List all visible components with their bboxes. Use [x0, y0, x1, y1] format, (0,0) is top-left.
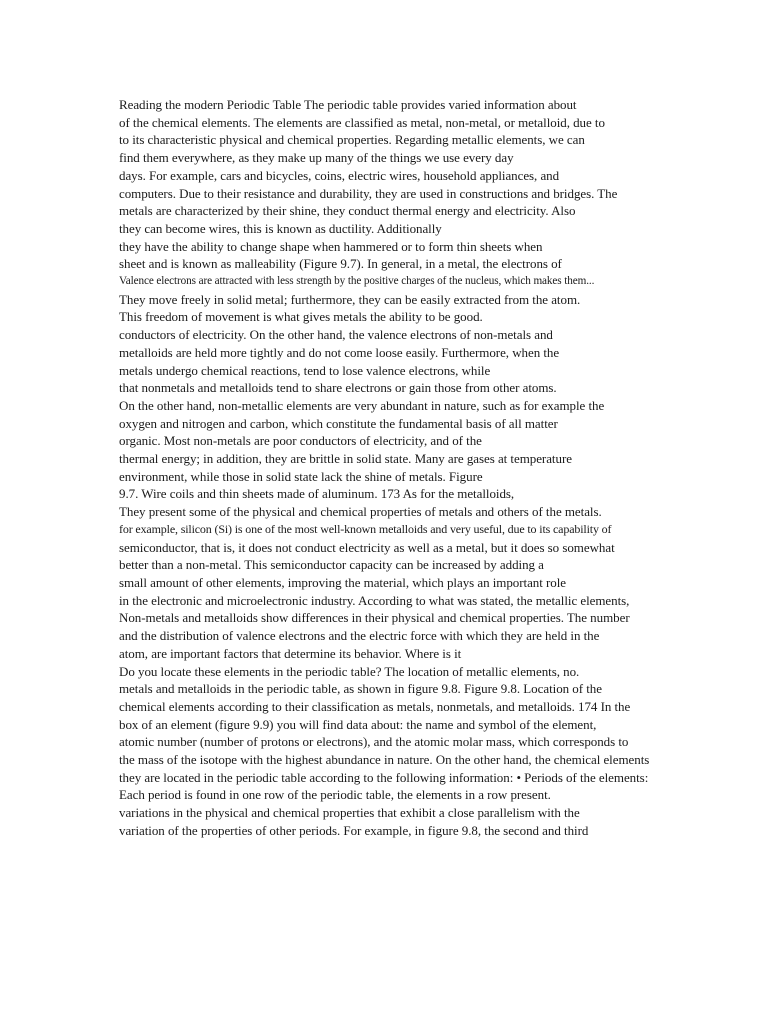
text-line: Reading the modern Periodic Table The periodic table provides varied information about	[119, 97, 577, 112]
text-line: small amount of other elements, improving the material, which plays an important role	[119, 574, 567, 590]
body-text	[119, 96, 684, 840]
text-line: This freedom of movement is what gives metals the ability to be good.	[119, 309, 483, 325]
text-line: conductors of electricity. On the other hand, the valence electrons of non-metals and	[119, 327, 553, 343]
text-line: They move freely in solid metal; furthermore, they can be easily extracted from the atom.	[119, 291, 581, 307]
text-line: and the distribution of valence electrons and the electric force with which they are held in the	[119, 628, 600, 644]
text-line: metals are characterized by their shine, they conduct thermal energy and electricity. Also	[119, 203, 576, 219]
text-line: they have the ability to change shape when hammered or to form thin sheets when	[119, 238, 543, 254]
text-line: atom, are important factors that determine its behavior. Where is it	[119, 645, 462, 661]
text-line: days. For example, cars and bicycles, coins, electric wires, household appliances, and	[119, 167, 560, 183]
text-line: Non-metals and metalloids show differences in their physical and chemical properties. The number	[119, 610, 630, 626]
text-line: that nonmetals and metalloids tend to share electrons or gain those from other atoms.	[119, 380, 557, 396]
text-line: they can become wires, this is known as ductility. Additionally	[119, 220, 442, 236]
text-line: variation of the properties of other periods. For example, in figure 9.8, the second and third	[119, 822, 589, 838]
text-line: for example, silicon (Si) is one of the most well-known metalloids and very useful, due to its capability of	[119, 521, 612, 536]
text-line: to its characteristic physical and chemical properties. Regarding metallic elements, we can	[119, 132, 585, 148]
text-line: sheet and is known as malleability (Figure 9.7). In general, in a metal, the electrons of	[119, 256, 562, 272]
text-line: the mass of the isotope with the highest abundance in nature. On the other hand, the chemical elements	[119, 752, 650, 768]
text-line: Valence electrons are attracted with less strength by the positive charges of the nucleus, which makes them...	[119, 275, 595, 288]
text-line: computers. Due to their resistance and durability, they are used in constructions and bridges. The	[119, 185, 618, 201]
text-line: atomic number (number of protons or electrons), and the atomic molar mass, which corresponds to	[119, 734, 629, 750]
text-line: variations in the physical and chemical properties that exhibit a close parallelism with the	[119, 805, 580, 821]
text-line: find them everywhere, as they make up many of the things we use every day	[119, 150, 514, 166]
text-line: metals and metalloids in the periodic table, as shown in figure 9.8. Figure 9.8. Location of the	[119, 681, 602, 697]
text-line: thermal energy; in addition, they are brittle in solid state. Many are gases at temperature	[119, 451, 572, 467]
text-line: Do you locate these elements in the periodic table? The location of metallic elements, no.	[119, 663, 580, 679]
text-line: of the chemical elements. The elements are classified as metal, non-metal, or metalloid, due to	[119, 114, 605, 130]
text-line: 9.7. Wire coils and thin sheets made of aluminum. 173 As for the metalloids,	[119, 486, 515, 502]
text-line: semiconductor, that is, it does not conduct electricity as well as a metal, but it does so somewhat	[119, 539, 615, 555]
text-line: chemical elements according to their classification as metals, nonmetals, and metalloids. 174 In the	[119, 698, 631, 714]
text-line: they are located in the periodic table according to the following information: • Periods of the elements:	[119, 769, 649, 785]
text-line: oxygen and nitrogen and carbon, which constitute the fundamental basis of all matter	[119, 415, 558, 431]
text-line: environment, while those in solid state lack the shine of metals. Figure	[119, 468, 483, 484]
text-line: better than a non-metal. This semiconductor capacity can be increased by adding a	[119, 557, 544, 573]
text-line: metalloids are held more tightly and do not come loose easily. Furthermore, when the	[119, 344, 560, 360]
text-line: box of an element (figure 9.9) you will find data about: the name and symbol of the element,	[119, 716, 597, 732]
text-line: They present some of the physical and chemical properties of metals and others of the metals.	[119, 504, 602, 520]
text-line: in the electronic and microelectronic industry. According to what was stated, the metallic elements,	[119, 592, 630, 608]
text-line: Each period is found in one row of the periodic table, the elements in a row present.	[119, 787, 551, 803]
text-line: organic. Most non-metals are poor conductors of electricity, and of the	[119, 433, 482, 449]
text-line: metals undergo chemical reactions, tend to lose valence electrons, while	[119, 362, 491, 378]
text-line: On the other hand, non-metallic elements are very abundant in nature, such as for example the	[119, 397, 605, 413]
